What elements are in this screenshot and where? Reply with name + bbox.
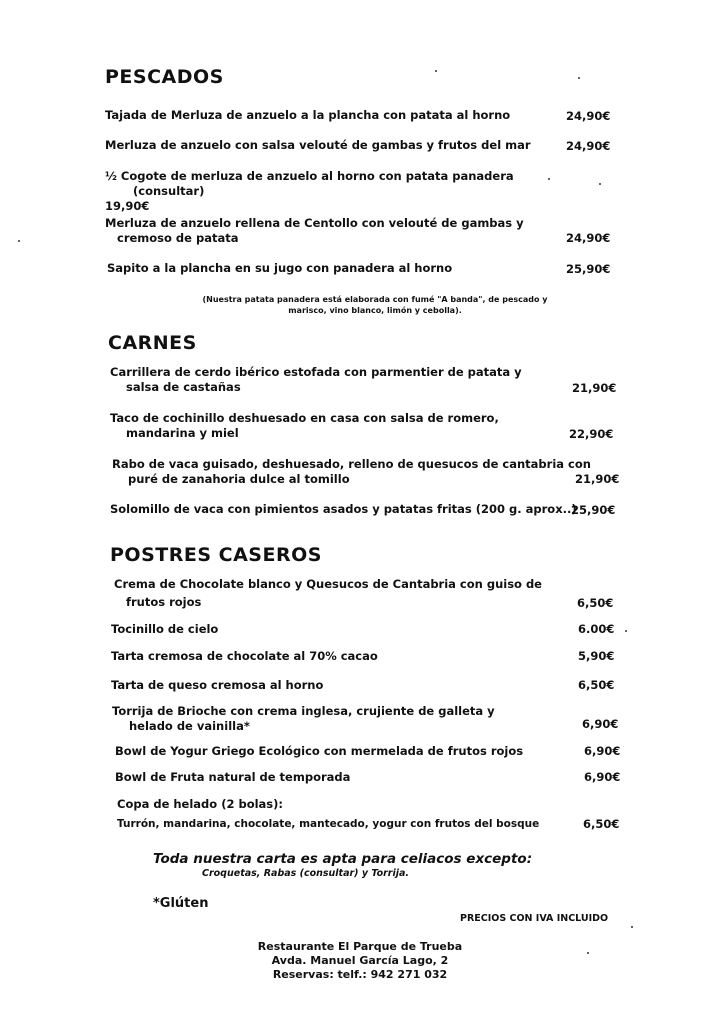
scan-speck (548, 178, 550, 180)
menu-item: Torrija de Brioche con crema inglesa, crujiente de galleta y helado de vainilla* (112, 704, 495, 733)
menu-item: Taco de cochinillo deshuesado en casa con salsa de romero, mandarina y miel (110, 411, 499, 440)
menu-item-price: 24,90€ (566, 109, 611, 123)
menu-item-price: 25,90€ (566, 262, 611, 276)
celiac-exceptions: Croquetas, Rabas (consultar) y Torrija. (202, 868, 410, 879)
scan-speck (587, 952, 589, 954)
menu-item-heading: Copa de helado (2 bolas): (117, 797, 283, 811)
menu-item-price: 24,90€ (566, 231, 611, 245)
menu-item: Tocinillo de cielo (111, 622, 219, 636)
scan-speck (435, 70, 437, 72)
menu-item: Tarta de queso cremosa al horno (111, 678, 324, 692)
restaurant-address: Avda. Manuel García Lago, 2 (271, 954, 449, 967)
menu-item-price: 21,90€ (575, 472, 620, 486)
menu-item-price: 21,90€ (572, 381, 617, 395)
menu-item-price: 19,90€ (105, 199, 150, 213)
section-title-postres: POSTRES CASEROS (110, 544, 322, 566)
gluten-footnote: *Glúten (153, 896, 209, 911)
scan-speck (18, 240, 20, 242)
section-title-pescados: PESCADOS (105, 66, 224, 88)
menu-item-price: 5,90€ (578, 649, 615, 663)
menu-item: Rabo de vaca guisado, deshuesado, relleno de quesucos de cantabria con puré de zanahoria dulce al tomillo (112, 457, 591, 486)
menu-item: Merluza de anzuelo con salsa velouté de gambas y frutos del mar (105, 138, 531, 152)
restaurant-footer (230, 940, 490, 982)
restaurant-phone: Reservas: telf.: 942 271 032 (272, 968, 448, 981)
scan-speck (599, 183, 601, 185)
menu-item: Turrón, mandarina, chocolate, mantecado, yogur con frutos del bosque (117, 818, 540, 830)
panadera-note: (Nuestra patata panadera está elaborada con fumé "A banda", de pescado y marisco, vino blanco, limón y cebolla). (202, 295, 548, 315)
menu-item: ½ Cogote de merluza de anzuelo al horno con patata panadera (consultar) (105, 169, 514, 198)
menu-item: Merluza de anzuelo rellena de Centollo con velouté de gambas y cremoso de patata (105, 216, 524, 245)
menu-item-price: 6,90€ (584, 744, 621, 758)
menu-item-price: 6,50€ (578, 678, 615, 692)
celiac-notice: Toda nuestra carta es apta para celiacos excepto: (153, 851, 533, 867)
menu-item-price: 6,50€ (577, 596, 614, 610)
menu-item-price: 6,50€ (583, 817, 620, 831)
menu-item-price: 6,90€ (582, 717, 619, 731)
menu-item: Solomillo de vaca con pimientos asados y patatas fritas (200 g. aprox..) (110, 502, 577, 516)
menu-item: Bowl de Fruta natural de temporada (115, 770, 351, 784)
menu-item: Crema de Chocolate blanco y Quesucos de Cantabria con guiso de frutos rojos (114, 577, 542, 609)
menu-item-price: 24,90€ (566, 139, 611, 153)
menu-item: Tarta cremosa de chocolate al 70% cacao (111, 649, 378, 663)
scan-speck (578, 77, 580, 79)
menu-item: Carrillera de cerdo ibérico estofada con parmentier de patata y salsa de castañas (110, 365, 522, 394)
menu-item: Tajada de Merluza de anzuelo a la plancha con patata al horno (105, 108, 511, 122)
scan-speck (625, 630, 627, 632)
menu-item-price: 25,90€ (571, 503, 616, 517)
menu-item-price: 6,90€ (584, 770, 621, 784)
scan-speck (631, 926, 633, 928)
menu-item-price: 22,90€ (569, 427, 614, 441)
menu-item: Bowl de Yogur Griego Ecológico con mermelada de frutos rojos (115, 744, 524, 758)
menu-item-price: 6.00€ (578, 622, 615, 636)
restaurant-name: Restaurante El Parque de Trueba (257, 940, 463, 953)
menu-item: Sapito a la plancha en su jugo con panadera al horno (107, 261, 453, 275)
iva-notice: PRECIOS CON IVA INCLUIDO (460, 913, 609, 924)
section-title-carnes: CARNES (108, 332, 197, 354)
